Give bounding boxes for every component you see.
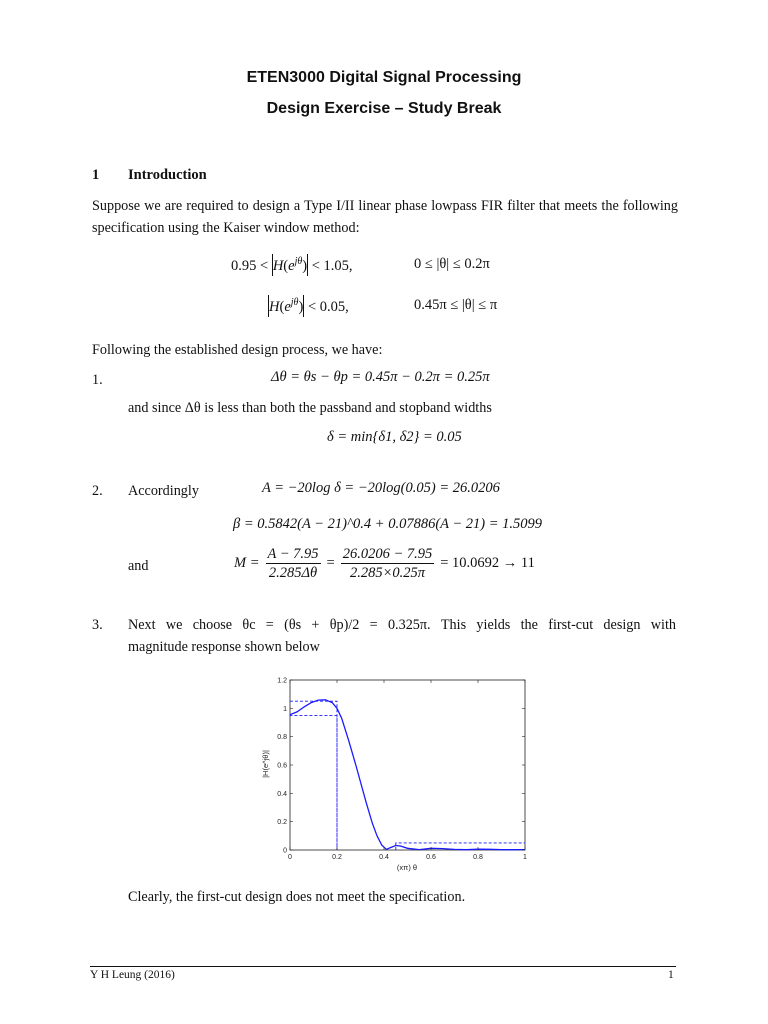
step-2-label: Accordingly: [128, 483, 199, 499]
chart-plot-area: [290, 680, 525, 850]
magnitude-response-chart: [250, 670, 540, 880]
spec-eq1-mid: < 1.05,: [311, 258, 353, 274]
x-tick-label: 0: [288, 854, 292, 861]
footer-author: Y H Leung (2016): [90, 969, 175, 981]
document-subtitle: Design Exercise – Study Break: [266, 100, 502, 117]
y-tick-label: 0.2: [277, 819, 287, 827]
chart-series-0: [290, 700, 525, 850]
frac-1-numerator: A − 7.95: [267, 546, 319, 562]
document-title: ETEN3000 Digital Signal Processing: [246, 69, 522, 86]
spec-equation-2: $H(e^{j\theta}) < 0.05$,: [268, 295, 349, 317]
following-text: Following the established design process, we have:: [92, 342, 383, 358]
step-3-number: 3.: [92, 617, 103, 633]
section-number: 1: [92, 167, 100, 183]
y-tick-label: 1: [283, 705, 287, 713]
x-tick-label: 1: [523, 854, 527, 861]
chart-series-1: [290, 701, 337, 850]
y-tick-label: 0.4: [277, 790, 287, 798]
step-3-text-line-1: Next we choose θc = (θs + θp)/2 = 0.325π. This yields the first-cut design with: [128, 617, 676, 633]
step-2-frac-1: [266, 545, 321, 582]
step-2-m-label: M =: [234, 555, 260, 571]
x-tick-label: 0.6: [426, 854, 436, 861]
spec-eq2-range: 0.45π ≤ |θ| ≤ π: [414, 297, 498, 313]
step-1-delta-equation: δ = min{δ1, δ2} = 0.05: [327, 429, 462, 445]
y-tick-label: 1.2: [277, 677, 287, 685]
step-2-m-result: = 10.0692 → 11: [440, 555, 535, 571]
chart-xlabel: (xπ) θ: [396, 863, 418, 872]
spec-eq1-range: 0 ≤ |θ| ≤ 0.2π: [414, 256, 490, 272]
step-2-a-equation: A = −20log δ = −20log(0.05) = 26.0206: [262, 480, 500, 496]
intro-paragraph: Suppose we are required to design a Type I/II linear phase lowpass FIR filter that meets the following specification using the Kaiser window method:: [92, 198, 678, 236]
frac-2-denominator: 2.285×0.25π: [349, 565, 425, 581]
y-tick-label: 0.6: [277, 762, 287, 770]
step-2-number: 2.: [92, 483, 103, 499]
step-2-frac-2: [341, 545, 435, 582]
conclusion-text: Clearly, the first-cut design does not meet the specification.: [128, 889, 466, 905]
footer-page-number: 1: [668, 969, 674, 981]
step-1-text: and since Δθ is less than both the passband and stopband widths: [128, 400, 492, 416]
y-tick-label: 0.8: [277, 734, 287, 742]
step-2-and: and: [128, 558, 149, 574]
step-2-beta-equation: β = 0.5842(A − 21)^0.4 + 0.07886(A − 21) = 1.5099: [233, 516, 543, 532]
step-1-equation: Δθ = θs − θp = 0.45π − 0.2π = 0.25π: [271, 369, 490, 385]
frac-2-numerator: 26.0206 − 7.95: [342, 546, 433, 562]
step-3-text-line-2: magnitude response shown below: [128, 639, 320, 655]
spec-eq2-mid: < 0.05,: [307, 299, 349, 315]
spec-equation-1: $0.95 < H(e^{j\theta}) < 1.05$,: [231, 254, 353, 276]
footer-rule: [90, 966, 676, 967]
step-1-number: 1.: [92, 372, 103, 388]
x-tick-label: 0.2: [332, 854, 342, 861]
section-title: Introduction: [128, 167, 207, 183]
frac-1-denominator: 2.285Δθ: [268, 565, 318, 581]
chart-ylabel: |H(e^jθ)|: [261, 750, 270, 778]
step-2-m-equation: M = $\frac{A - 7.95}{2.285\Delta\theta}$ = $\frac{26.0206 - 7.95}{2.285\times 0.25\pi}$ = 10.0692 → 11: [234, 546, 535, 581]
x-tick-label: 0.4: [379, 854, 389, 861]
spec-eq1-left: 0.95 <: [231, 258, 269, 274]
y-tick-label: 0: [283, 847, 287, 855]
x-tick-label: 0.8: [473, 854, 483, 861]
